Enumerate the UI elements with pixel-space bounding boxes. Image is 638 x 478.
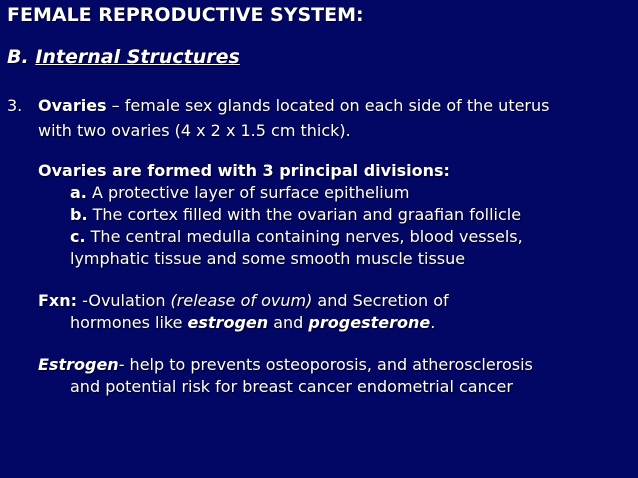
fxn-t6: and	[268, 313, 309, 332]
division-a	[70, 183, 409, 202]
division-b	[70, 205, 521, 224]
divisions-heading-text: Ovaries are formed with 3 principal divisions:	[38, 161, 450, 180]
subtitle-prefix: B.	[7, 46, 29, 68]
estrogen-line-2: and potential risk for breast cancer endometrial cancer	[70, 377, 513, 396]
division-b-text: The cortex filled with the ovarian and graafian follicle	[87, 205, 522, 224]
fxn-t8: .	[430, 313, 436, 332]
slide-title: FEMALE REPRODUCTIVE SYSTEM:	[7, 4, 364, 26]
ovaries-term: Ovaries	[38, 96, 107, 115]
divisions-heading	[38, 161, 450, 180]
division-a-text: A protective layer of surface epithelium	[86, 183, 410, 202]
fxn-label: Fxn:	[38, 291, 78, 310]
fxn-t5: estrogen	[187, 313, 269, 332]
fxn-t3: and Secretion of	[312, 291, 449, 310]
estrogen-line-1	[38, 355, 533, 374]
division-c-continued: lymphatic tissue and some smooth muscle tissue	[70, 249, 466, 268]
ovaries-line-2: with two ovaries (4 x 2 x 1.5 cm thick).	[38, 121, 351, 140]
fxn-t2: (release of ovum)	[170, 291, 313, 310]
division-a-label: a.	[70, 183, 87, 202]
division-c	[70, 227, 523, 246]
ovaries-line-1	[38, 96, 549, 115]
fxn-line-1	[38, 291, 449, 310]
ovaries-desc-1: – female sex glands located on each side of the uterus	[106, 96, 550, 115]
fxn-t7: progesterone	[308, 313, 431, 332]
subtitle-text: Internal Structures	[35, 46, 240, 68]
division-c-text: The central medulla containing nerves, blood vessels,	[85, 227, 523, 246]
item-number: 3.	[7, 96, 23, 115]
fxn-line-2	[70, 313, 435, 332]
fxn-t1: -Ovulation	[77, 291, 171, 310]
estrogen-t1: - help to prevents osteoporosis, and atherosclerosis	[118, 355, 533, 374]
section-subtitle	[7, 46, 240, 68]
estrogen-label: Estrogen	[38, 355, 119, 374]
fxn-t4: hormones like	[70, 313, 188, 332]
division-b-label: b.	[70, 205, 88, 224]
division-c-label: c.	[70, 227, 86, 246]
